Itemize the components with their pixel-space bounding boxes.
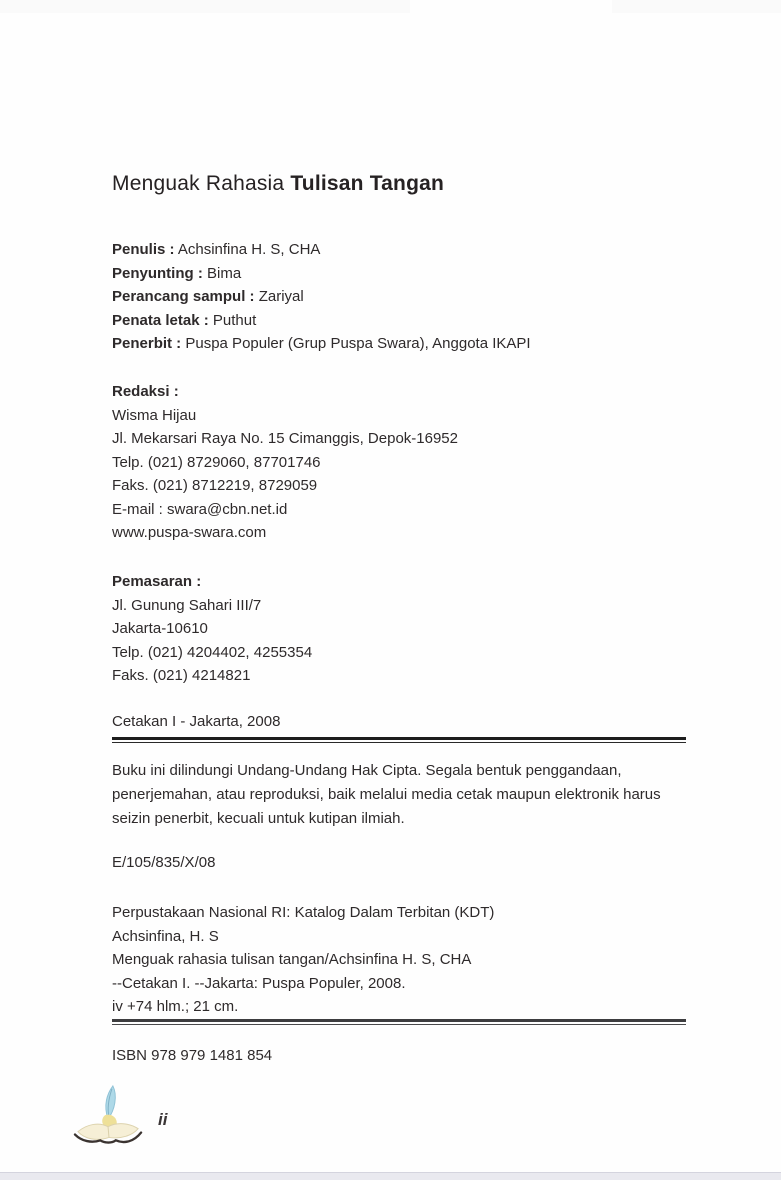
book-title-regular: Menguak Rahasia xyxy=(112,172,285,195)
credit-value: Puspa Populer (Grup Puspa Swara), Anggota IKAPI xyxy=(185,335,531,352)
redaksi-line: Wisma Hijau xyxy=(112,406,197,424)
credit-value: Puthut xyxy=(212,311,257,329)
scan-shade-top-right xyxy=(612,0,781,13)
divider-rule-bottom xyxy=(112,1019,686,1025)
redaksi-block xyxy=(112,380,690,545)
pemasaran-line: Jakarta-10610 xyxy=(112,620,208,637)
credit-line xyxy=(112,285,690,309)
credit-label: Penulis : xyxy=(112,241,175,258)
scan-shade-top-left xyxy=(0,0,410,13)
pemasaran-block xyxy=(112,570,690,688)
copyright-notice: Buku ini dilindungi Undang-Undang Hak Cipta. Segala bentuk penggandaan, penerjemahan, atau reproduksi, baik melalui media cetak maupun elektronik harus seizin penerbit, kecuali untuk kutipan ilmiah. xyxy=(112,762,661,827)
credit-label: Perancang sampul : xyxy=(112,288,255,305)
redaksi-line: Jl. Mekarsari Raya No. 15 Cimanggis, Depok-16952 xyxy=(112,430,458,447)
pemasaran-heading: Pemasaran : xyxy=(112,573,202,590)
pemasaran-line: Jl. Gunung Sahari III/7 xyxy=(112,596,262,614)
kdt-line: Menguak rahasia tulisan tangan/Achsinfina H. S, CHA xyxy=(112,951,472,968)
book-title xyxy=(112,172,690,196)
kdt-line: Perpustakaan Nasional RI: Katalog Dalam Terbitan (KDT) xyxy=(112,904,495,921)
redaksi-line: Faks. (021) 8712219, 8729059 xyxy=(112,477,318,494)
edition-line: Cetakan I - Jakarta, 2008 xyxy=(112,713,281,730)
credit-line xyxy=(112,262,690,286)
credit-value: Zariyal xyxy=(258,288,304,305)
credit-label: Penerbit : xyxy=(112,335,182,352)
pemasaran-line: Faks. (021) 4214821 xyxy=(112,667,251,684)
credit-value: Bima xyxy=(207,264,242,282)
publisher-book-quill-icon xyxy=(70,1084,148,1152)
pemasaran-line: Telp. (021) 4204402, 4255354 xyxy=(112,643,313,661)
credit-line xyxy=(112,309,690,333)
credit-value: Achsinfina H. S, CHA xyxy=(177,241,321,258)
kdt-line: --Cetakan I. --Jakarta: Puspa Populer, 2008. xyxy=(112,974,406,992)
kdt-block xyxy=(112,901,690,1019)
redaksi-email: E-mail : swara@cbn.net.id xyxy=(112,500,288,518)
kdt-line: Achsinfina, H. S xyxy=(112,927,219,945)
divider-rule-top xyxy=(112,737,686,743)
credits-block xyxy=(112,238,690,356)
catalog-code: E/105/835/X/08 xyxy=(112,854,216,871)
page-bottom-edge xyxy=(0,1172,781,1180)
credit-line xyxy=(112,238,690,262)
isbn-line: ISBN 978 979 1481 854 xyxy=(112,1047,273,1064)
kdt-line: iv +74 hlm.; 21 cm. xyxy=(112,998,239,1015)
credit-label: Penata letak : xyxy=(112,311,209,329)
credit-label: Penyunting : xyxy=(112,264,203,282)
redaksi-line: Telp. (021) 8729060, 87701746 xyxy=(112,453,321,471)
redaksi-website: www.puspa-swara.com xyxy=(112,524,267,541)
credit-line xyxy=(112,332,690,356)
page-number: ii xyxy=(158,1110,168,1129)
redaksi-heading: Redaksi : xyxy=(112,383,179,400)
page-footer xyxy=(70,1084,167,1152)
book-title-bold: Tulisan Tangan xyxy=(290,172,445,195)
